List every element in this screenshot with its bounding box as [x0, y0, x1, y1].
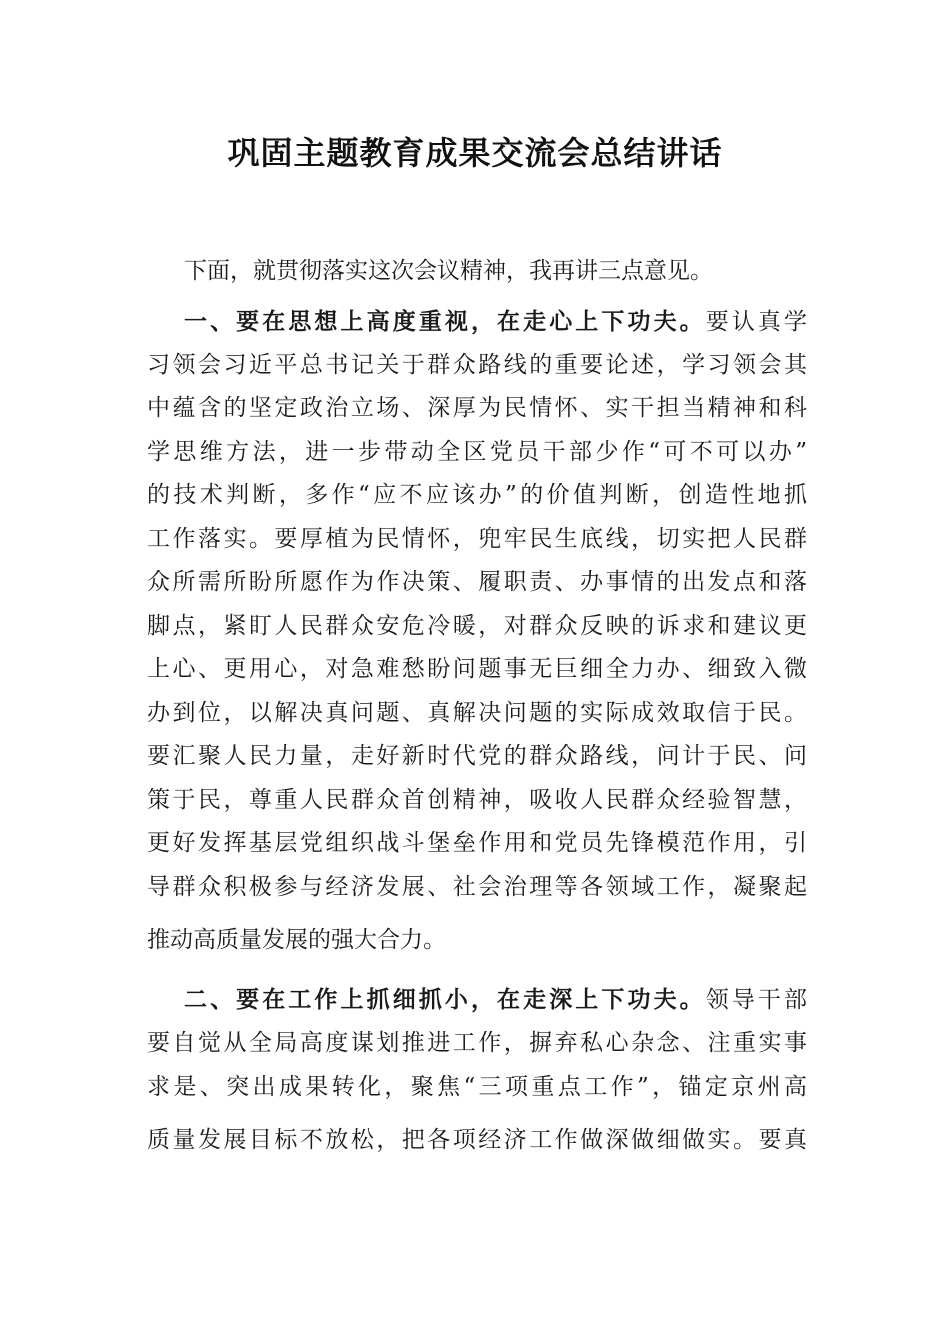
section1-line: 工作落实。要厚植为民情怀，兜牢民生底线，切实把人民群: [147, 526, 807, 552]
section1-line: 脚点，紧盯人民群众安危冷暖，对群众反映的诉求和建议更: [147, 613, 807, 639]
section1-line: 推动高质量发展的强大合力。: [147, 927, 446, 953]
section1-line: 的技术判断，多作“应不应该办”的价值判断，创造性地抓: [147, 482, 807, 508]
section2-line: 求是、突出成果转化，聚焦“三项重点工作”，锚定京州高: [147, 1074, 807, 1100]
document-title: 巩固主题教育成果交流会总结讲话: [227, 134, 723, 172]
section1-line: 要汇聚人民力量，走好新时代党的群众路线，问计于民、问: [147, 743, 807, 769]
section1-line: 更好发挥基层党组织战斗堡垒作用和党员先锋模范作用，引: [147, 830, 807, 856]
section1-line: 策于民，尊重人民群众首创精神，吸收人民群众经验智慧，: [147, 787, 807, 813]
section1-heading: 一、要在思想上高度重视，在走心上下功夫。: [184, 309, 706, 335]
section2-first-line: [184, 985, 807, 1015]
intro-paragraph: 下面，就贯彻落实这次会议精神，我再讲三点意见。: [184, 258, 713, 284]
section2-line: 质量发展目标不放松，把各项经济工作做深做细做实。要真: [147, 1127, 807, 1153]
section1-line-0: 要认真学: [705, 309, 808, 335]
section1-line: 学思维方法，进一步带动全区党员干部少作“可不可以办”: [147, 439, 807, 465]
section1-first-line: [184, 307, 807, 337]
section1-line: 习领会习近平总书记关于群众路线的重要论述，学习领会其: [147, 352, 807, 378]
section2-line-0: 领导干部: [705, 987, 808, 1013]
section2-heading: 二、要在工作上抓细抓小，在走深上下功夫。: [184, 987, 706, 1013]
section1-line: 众所需所盼所愿作为作决策、履职责、办事情的出发点和落: [147, 569, 807, 595]
section1-line: 中蕴含的坚定政治立场、深厚为民情怀、实干担当精神和科: [147, 395, 807, 421]
section1-line: 导群众积极参与经济发展、社会治理等各领域工作，凝聚起: [147, 874, 807, 900]
section1-line: 办到位，以解决真问题、真解决问题的实际成效取信于民。: [147, 700, 807, 726]
section1-line: 上心、更用心，对急难愁盼问题事无巨细全力办、细致入微: [147, 656, 807, 682]
section2-line: 要自觉从全局高度谋划推进工作，摒弃私心杂念、注重实事: [147, 1030, 807, 1056]
